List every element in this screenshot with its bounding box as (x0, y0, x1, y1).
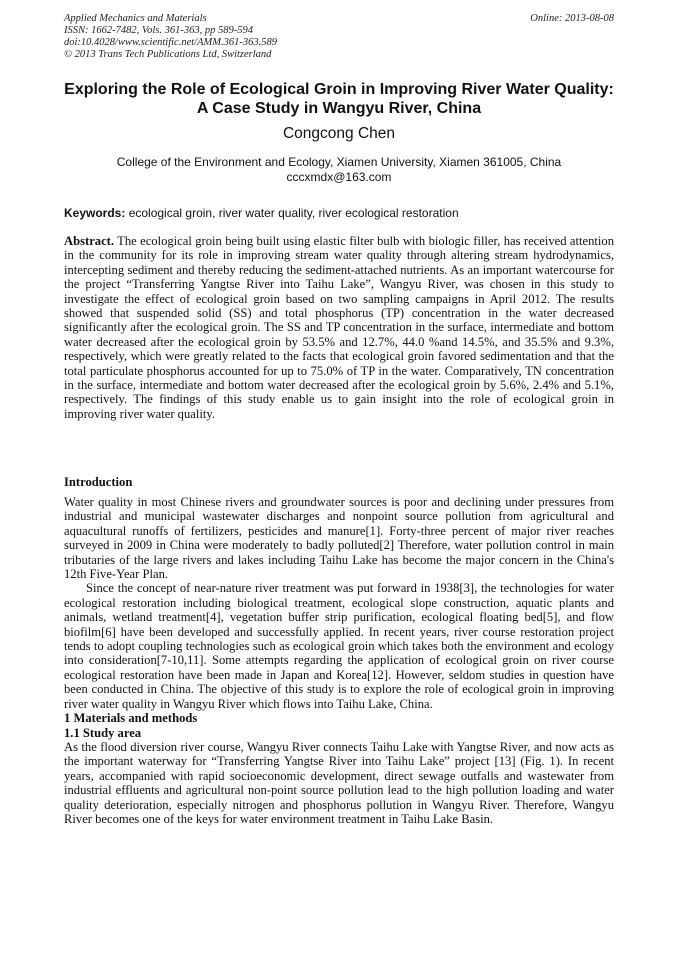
study-area-paragraph: As the flood diversion river course, Wangyu River connects Taihu Lake with Yangtse River, and now acts as the important waterway for “Transferring Yangtse River into Taihu Lake” project [13] (Fig. 1). In recent years, accompanied with rapid socioeconomic development, direct sewage outfalls and wastewater from industrial effluents and agricultural non-point source pollution lead to the high pollution loading and water quality deterioration, especially nitrogen and phosphorus pollution in Wangyu River. Therefore, Wangyu River becomes one of the keys for water environment treatment in Taihu Lake Basin. (64, 739, 614, 826)
author-email: cccxmdx@163.com (286, 170, 392, 184)
affiliation-line: College of the Environment and Ecology, Xiamen University, Xiamen 361005, China (116, 155, 562, 169)
issn-line: ISSN: 1662-7482, Vols. 361-363, pp 589-594 (64, 25, 253, 36)
main-body (64, 495, 614, 826)
doi-line: doi:10.4028/www.scientific.net/AMM.361-363.589 (64, 37, 277, 48)
introduction-heading: Introduction (64, 475, 133, 489)
title-line-2: A Case Study in Wangyu River, China (196, 100, 482, 117)
online-date: Online: 2013-08-08 (530, 13, 614, 24)
author-name: Congcong Chen (282, 125, 396, 142)
methods-heading: 1 Materials and methods (64, 711, 198, 726)
study-area-heading: 1.1 Study area (64, 725, 142, 740)
journal-header (64, 13, 277, 61)
copyright-line: © 2013 Trans Tech Publications Ltd, Switzerland (64, 49, 272, 60)
intro-paragraph-2: Since the concept of near-nature river treatment was put forward in 1938[3], the technologies for water ecological restoration including biological treatment, ecological slope construction, aquatic plants and animals, wetland treatment[4], vegetation buffer strip purification, ecological floating bed[5], and flow biofilm[6] have been developed and successfully applied. In recent years, river course restoration project tends to adopt coupling technologies such as ecological groin which takes both the environment and ecology into consideration[7-10,11]. Some attempts regarding the application of ecological groin on river course ecological restoration have been made in Japan and Korea[12]. However, seldom studies in question have been conducted in China. The objective of this study is to explore the role of ecological groin in improving river water quality in Wangyu River which flows into Taihu Lake, China. (64, 581, 614, 711)
paper-title (40, 80, 638, 118)
abstract (64, 234, 614, 421)
affiliation (40, 155, 638, 185)
abstract-label: Abstract. (64, 234, 115, 248)
journal-name: Applied Mechanics and Materials (64, 13, 207, 24)
keywords-label: Keywords: (64, 206, 126, 220)
title-line-1: Exploring the Role of Ecological Groin in Improving River Water Quality: (64, 81, 614, 98)
abstract-paragraph (64, 234, 614, 421)
keywords (64, 206, 614, 221)
keywords-text: ecological groin, river water quality, river ecological restoration (125, 206, 459, 220)
intro-paragraph-1: Water quality in most Chinese rivers and groundwater sources is poor and declining under pressures from industrial and municipal wastewater discharges and nonpoint source pollution from agricultural and aquacultural runoffs of fertilizers, pesticides and manure[1]. Forty-three percent of major river reaches surveyed in 2009 in China were moderately to badly polluted[2] Therefore, water pollution control in main tributaries of the large rivers and lakes including Taihu Lake has become the major concern in the China's 12th Five-Year Plan. (64, 495, 614, 582)
abstract-text: The ecological groin being built using elastic filter bulb with biologic filler, has received attention in the community for its role in improving stream water quality through altering stream hydrodynamics, intercepting sediment and thereby reducing the sediment-attached nutrients. As an important watercourse for the project “Transferring Yangtse River into Taihu Lake”, Wangyu River, was chosen in this study to investigate the effect of ecological groin based on two sampling campaigns in April 2012. The results showed that suspended solid (SS) and total phosphorus (TP) concentration in the water decreased significantly after the ecological groin. The SS and TP concentration in the surface, intermediate and bottom water decreased after the ecological groin by 53.5% and 12.7%, 44.0 %and 14.5%, and 35.5% and 9.3%, respectively, which were greatly related to the facts that ecological groin favored sedimentation and that the total particulate phosphorus accounted for up to 75.0% of TP in the water. Comparatively, TN concentration in the surface, intermediate and bottom water decreased after the ecological groin by 5.6%, 2.4% and 5.1%, respectively. The findings of this study enable us to gain insight into the role of ecological groin in improving river water quality. (64, 234, 614, 421)
